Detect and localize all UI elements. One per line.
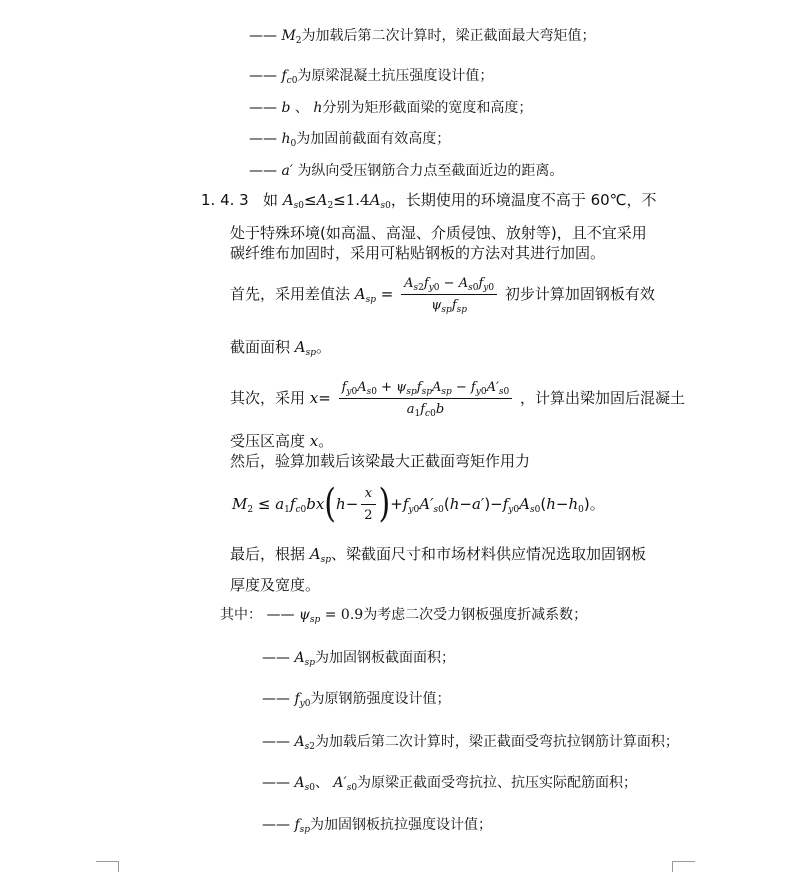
def-m2: —— $M_2$为加载后第二次计算时，梁正截面最大弯矩值；	[249, 28, 596, 46]
def-h0: —— $h_0$为加固前截面有效高度；	[249, 131, 451, 149]
def-as2: —— $A_{s2}$为加载后第二次计算时，梁正截面受弯抗拉钢筋计算面积；	[262, 734, 679, 752]
page-corner-mark-right	[672, 861, 695, 872]
step4-cont-line: 厚度及宽度。	[230, 576, 321, 594]
def-fy0: —— $f_{y0}$为原钢筋强度设计值；	[262, 691, 451, 709]
asp-fraction: $\frac{A_{s2}f_{y0} - A_{s0}f_{y0}}{\psi_{sp}f_{sp}}$	[401, 275, 497, 314]
page-corner-mark-left	[96, 861, 119, 872]
def-asp: —— $A_{sp}$为加固钢板截面面积；	[262, 650, 455, 668]
section-line-3: 碳纤维布加固时，采用可粘贴钢板的方法对其进行加固。	[230, 244, 606, 262]
def-a-prime: —— a′ 为纵向受压钢筋合力点至截面近边的距离。	[249, 163, 564, 179]
section-line-2: 处于特殊环境(如高温、高湿、介质侵蚀、放射等)，且不宜采用	[230, 224, 647, 242]
dash-marker: ——	[249, 28, 277, 44]
step1-cont-line: 截面面积 $A_{sp}$。	[230, 338, 332, 358]
def-psi-sp: 其中： —— $\psi_{sp} = 0.9$为考虑二次受力钢板强度折减系数；	[220, 607, 588, 625]
step2-cont-line: 受压区高度 x。	[230, 432, 334, 450]
def-fc0: —— $f_{c0}$为原梁混凝土抗压强度设计值；	[249, 68, 494, 86]
step2-formula-line: 其次，采用 x= $\frac{f_{y0}A_{s0} + \psi_{sp}f_{sp}A_{sp} - f_{y0}A'_{s0}}{a_1f_{c0}b}$ ，计算出梁加固后混凝土	[230, 380, 686, 419]
section-heading-line: 1. 4. 3 如 $A_{s0}\le A_2\le 1.4A_{s0}$，长期使用的环境温度不高于 60℃，不	[201, 191, 657, 211]
where-label: 其中：	[220, 607, 262, 623]
step3-line: 然后，验算加载后该梁最大正截面弯矩作用力	[230, 452, 531, 470]
moment-check-formula: $M_2 \le a_1f_{c0}bx(h-$ $\frac{x}{2}$ )$+f_{y0}A'_{s0}(h-a')-f_{y0}A_{s0}(h-h_0)$。	[232, 481, 605, 527]
def-fsp: —— $f_{sp}$为加固钢板抗拉强度设计值；	[262, 817, 493, 835]
section-number: 1. 4. 3	[201, 191, 249, 209]
step4-line: 最后，根据 $A_{sp}$、梁截面尺寸和市场材料供应情况选取加固钢板	[230, 545, 647, 565]
step1-formula-line: 首先，采用差值法 $A_{sp}$ = $\frac{A_{s2}f_{y0} - A_{s0}f_{y0}}{\psi_{sp}f_{sp}}$ 初步计算加固钢板有效	[230, 276, 655, 315]
def-b-h: —— b 、 h分别为矩形截面梁的宽度和高度；	[249, 100, 533, 116]
x-fraction: $\frac{f_{y0}A_{s0} + \psi_{sp}f_{sp}A_{sp} - f_{y0}A'_{s0}}{a_1f_{c0}b}$	[339, 379, 513, 418]
def-as0: —— $A_{s0}$、 $A'_{s0}$为原梁正截面受弯抗拉、抗压实际配筋面积；	[262, 775, 638, 793]
